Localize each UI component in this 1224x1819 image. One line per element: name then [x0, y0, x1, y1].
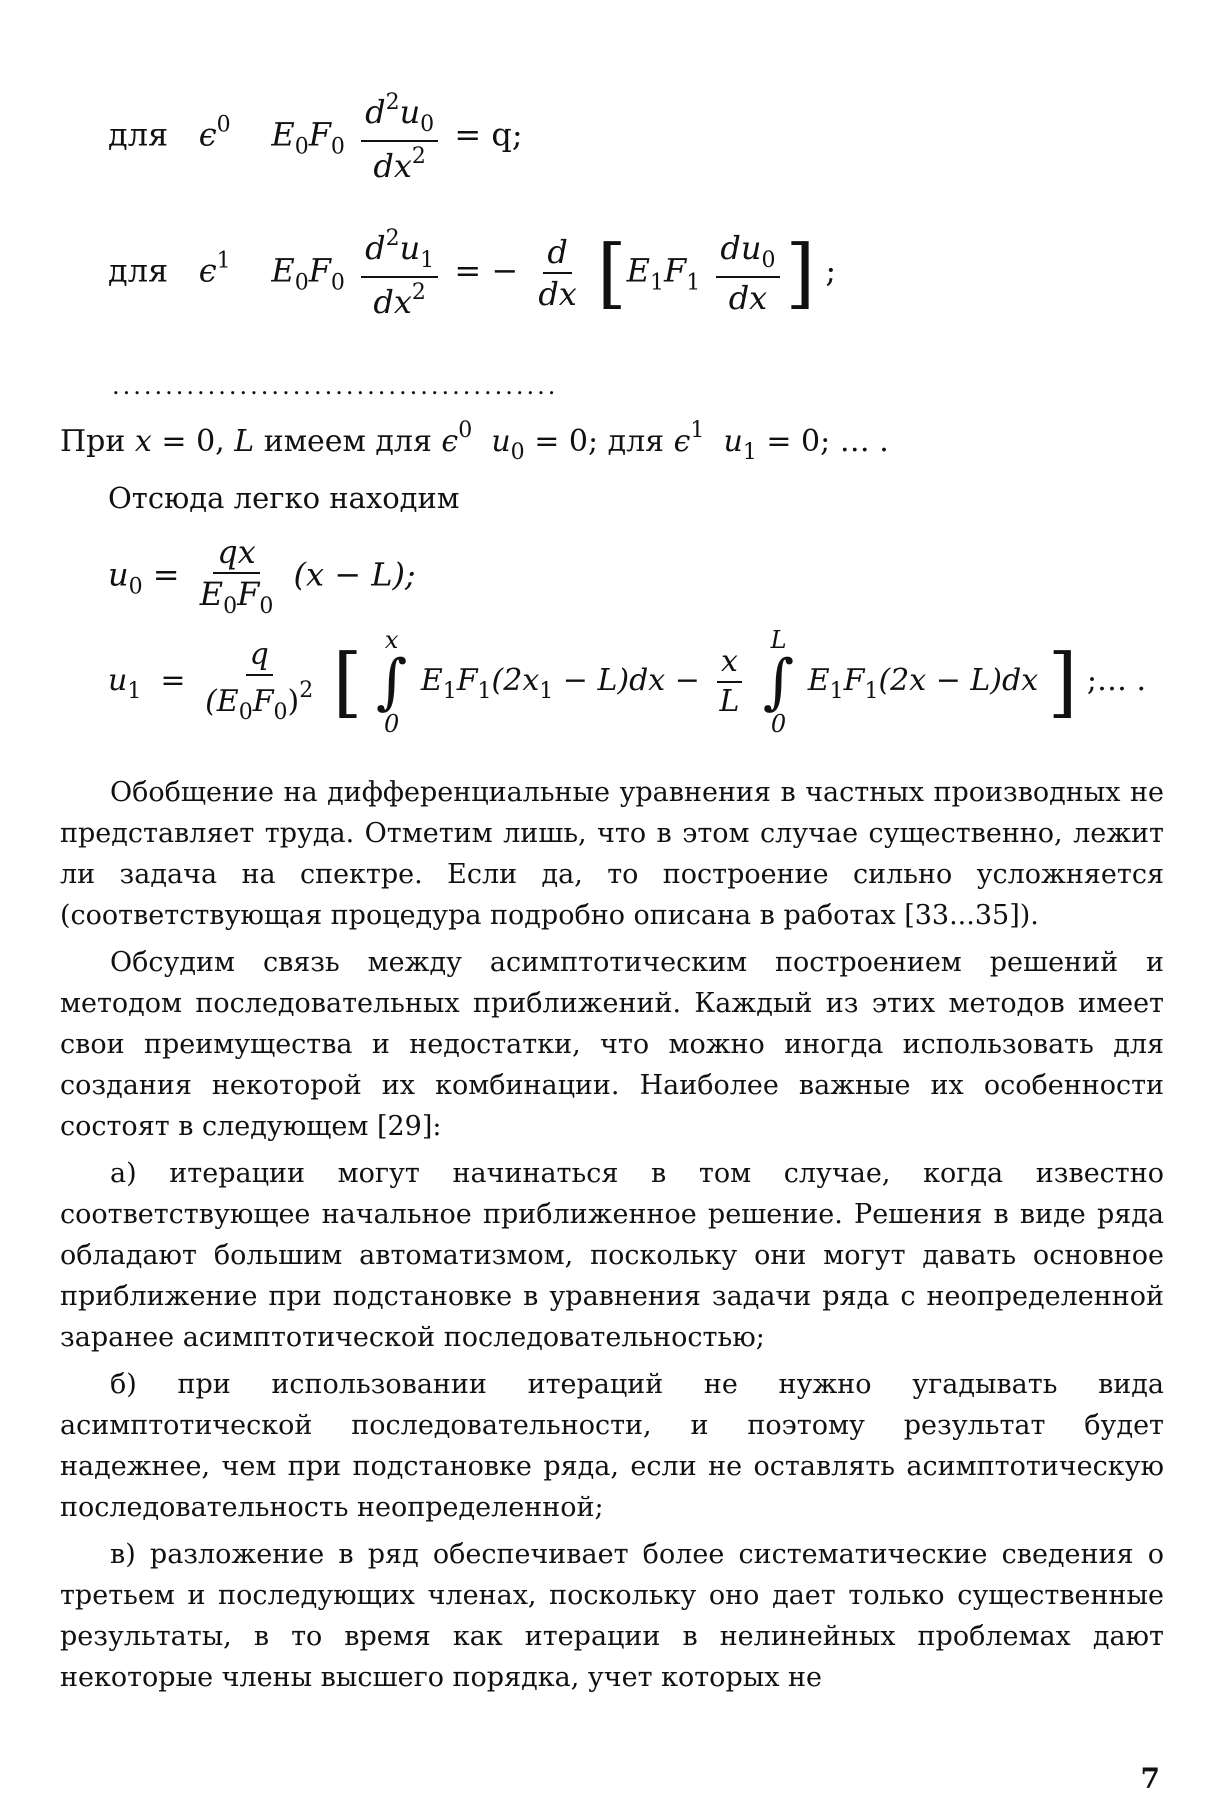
paragraph: Обобщение на дифференциальные уравнения в частных производных не представляет труда. Отметим лишь, что в этом случае существенно, лежит ли задача на спектре. Если да, то построение сильно усложняется (соответствующая процедура подробно описана в работах [33...35]). [60, 777, 1164, 931]
equation-epsilon-0: для $\epsilon^0$ $E_0F_0$ $\frac{d^2u_0}{dx^2}$ = q; [108, 90, 523, 185]
integral-sign: L ∫ 0 [762, 626, 795, 738]
boundary-conditions: При x = 0, L имеем для $\epsilon^0$ $u_0 = 0$; для $\epsilon^1$ $u_1 = 0$; … . [60, 418, 889, 465]
paragraph: Обсудим связь между асимптотическим построением решений и методом последовательных приближений. Каждый из этих методов имеет свои преимущества и недостатки, что можно иногда использовать для создания некоторой их комбинации. Наиболее важные их особенности состоят в следующем [29]: [60, 947, 1164, 1142]
equation-epsilon-1: для $\epsilon^1$ $E_0F_0$ $\frac{d^2u_1}{dx^2}$ = − $\frac{d}{dx}$ [$E_1F_1$ $\frac{du_0}{dx}$ ] ; [108, 226, 837, 321]
u0-solution: $u_0$ = $\frac{qx}{E_0F_0}$ (x − L); [108, 533, 416, 619]
u1-solution: $u_1$ = $\frac{q}{(E_0F_0)^2}$ [ x ∫ 0 $E_1F_1(2x_1 - L)dx$ − $\frac{x}{L}$ L ∫ 0 $E_1F_1(2x - L)dx$ ] ;… . [108, 626, 1147, 738]
second-derivative-fraction: $\frac{d^2u_0}{dx^2}$ [361, 92, 438, 182]
integral-sign: x ∫ 0 [376, 626, 408, 738]
paragraph: б) при использовании итераций не нужно угадывать вида асимптотической последовательности, и поэтому результат будет надежнее, чем при подстановке ряда, если не оставлять асимптотическую последовательность неопределенной; [60, 1369, 1164, 1523]
paragraph: в) разложение в ряд обеспечивает более систематические сведения о третьем и последующих членах, поскольку оно дает только существенные результаты, в то время как итерации в нелинейных проблемах дают некоторые члены высшего порядка, учет которых не [60, 1539, 1164, 1693]
ellipsis-row: .......................................... [112, 372, 559, 400]
body-text [60, 772, 1164, 1704]
page-number: 7 [1140, 1762, 1160, 1795]
hence-line: Отсюда легко находим [108, 481, 460, 515]
paragraph: а) итерации могут начинаться в том случае, когда известно соответствующее начальное приближенное решение. Решения в виде ряда обладают большим автоматизмом, поскольку они могут давать основное приближение при подстановке в уравнения задачи ряда с неопределенной заранее асимптотической последовательностью; [60, 1158, 1164, 1353]
